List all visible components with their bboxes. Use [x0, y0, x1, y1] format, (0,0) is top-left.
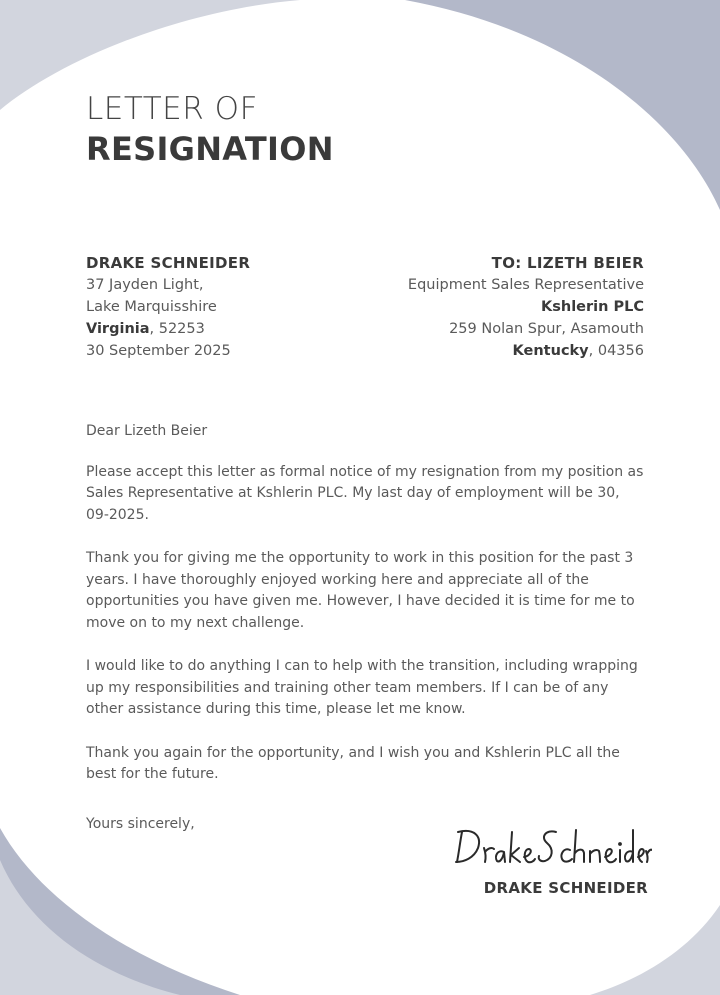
- recipient-block: [408, 252, 644, 362]
- title-line-1: LETTER OF: [86, 91, 258, 127]
- signature-printed-name: DRAKE SCHNEIDER: [483, 879, 648, 897]
- salutation: Dear Lizeth Beier: [86, 423, 208, 439]
- closing: Yours sincerely,: [86, 816, 195, 832]
- body-paragraph: Thank you again for the opportunity, and I wish you and Kshlerin PLC all the best for the future.: [86, 744, 620, 782]
- sender-state: Virginia: [86, 321, 150, 337]
- title-line-2: RESIGNATION: [86, 130, 334, 168]
- sender-street: 37 Jayden Light,: [86, 277, 204, 293]
- sender-date: 30 September 2025: [86, 343, 231, 359]
- handwritten-signature: [452, 818, 652, 874]
- letter-body: [86, 421, 646, 808]
- recipient-company: Kshlerin PLC: [541, 299, 644, 315]
- sender-state-zip: [86, 318, 250, 340]
- sender-name: DRAKE SCHNEIDER: [86, 254, 251, 272]
- body-paragraph: Thank you for giving me the opportunity to work in this position for the past 3 years. I have thoroughly enjoyed working here and appreciate all of the opportunities you have given me. However, I have decided it is time for me to move on to my next challenge.: [86, 550, 635, 631]
- body-paragraph: I would like to do anything I can to help with the transition, including wrapping up my responsibilities and training other team members. If I can be of any other assistance during this time, please let me know.: [86, 658, 638, 717]
- recipient-state: Kentucky: [512, 343, 589, 359]
- sender-zip: , 52253: [149, 321, 205, 337]
- recipient-state-zip: [408, 340, 644, 362]
- recipient-street: 259 Nolan Spur, Asamouth: [449, 321, 644, 337]
- sender-block: [86, 252, 250, 362]
- sender-city: Lake Marquisshire: [86, 299, 217, 315]
- body-paragraph: Please accept this letter as formal notice of my resignation from my position as Sales Representative at Kshlerin PLC. My last day of employment will be 30, 09-2025.: [86, 463, 644, 523]
- recipient-heading: TO: LIZETH BEIER: [491, 254, 644, 272]
- recipient-position: Equipment Sales Representative: [407, 277, 644, 293]
- recipient-zip: , 04356: [588, 343, 644, 359]
